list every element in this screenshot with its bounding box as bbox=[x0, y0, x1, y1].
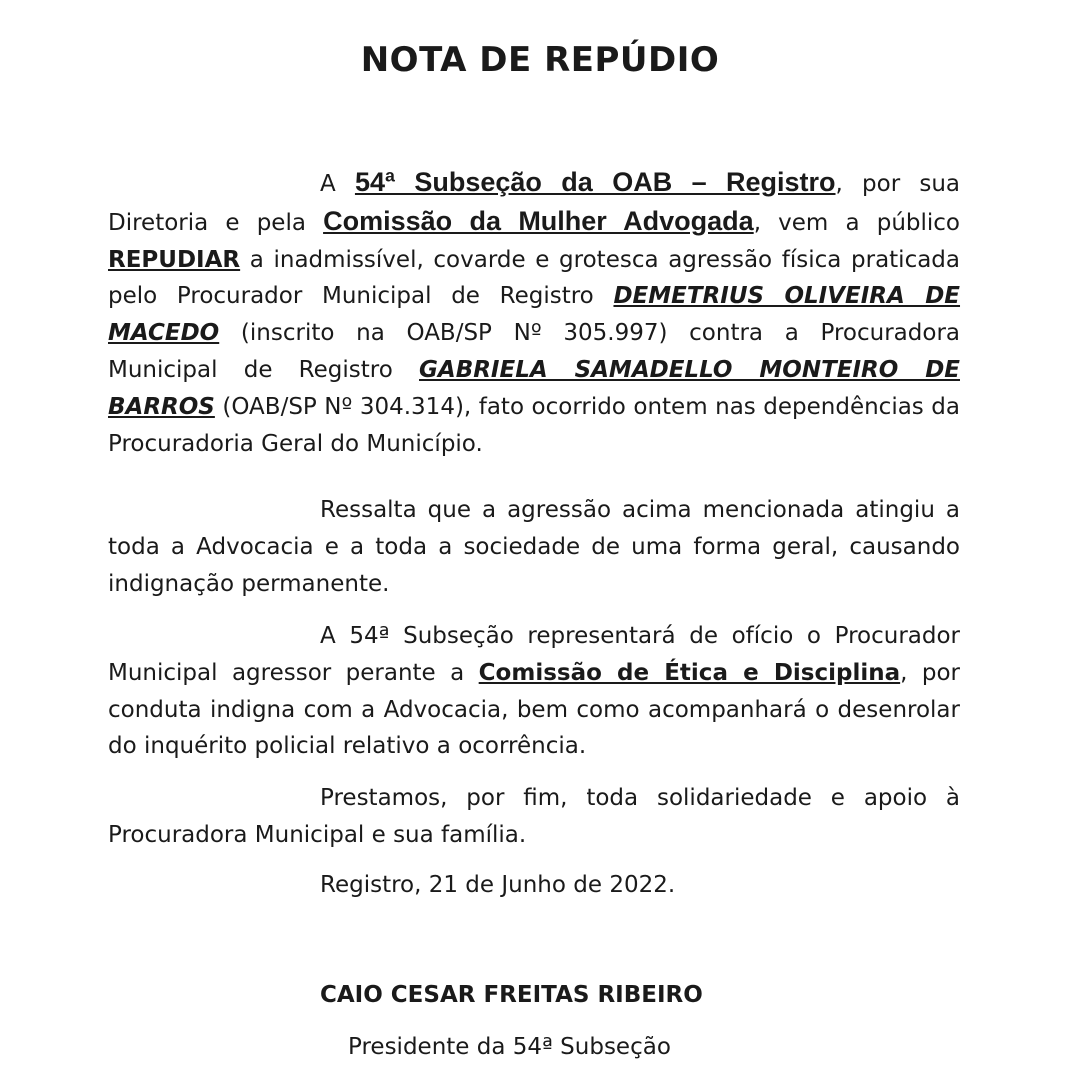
paragraph-3 bbox=[108, 618, 960, 765]
commission-name: Comissão da Mulher Advogada bbox=[323, 205, 754, 236]
paragraph-4 bbox=[108, 780, 960, 854]
p3-text-1: A 54ª Subseção representará de ofício o Procurador Municipal agressor perante a bbox=[108, 623, 960, 686]
signer-role: Presidente da 54ª Subseção bbox=[348, 1034, 671, 1060]
p1-text-3: , vem a público bbox=[753, 209, 960, 236]
p1-text-4: a inadmissível, covarde e grotesca agressão física praticada pelo Procurador Municipal de Registro bbox=[108, 246, 960, 310]
p1-text-1: A bbox=[320, 171, 355, 197]
signer-name: CAIO CESAR FREITAS RIBEIRO bbox=[320, 982, 703, 1008]
p4-text: Prestamos, por fim, toda solidariedade e apoio à Procuradora Municipal e sua família. bbox=[108, 785, 960, 848]
ethics-commission: Comissão de Ética e Disciplina bbox=[478, 659, 901, 686]
p3-text-2: , por conduta indigna com a Advocacia, bem como acompanhará o desenrolar do inquérito policial relativo a ocorrência. bbox=[108, 659, 961, 760]
paragraph-2 bbox=[108, 492, 960, 602]
p1-text-5: (inscrito na OAB/SP Nº 305.997) contra a Procuradora Municipal de Registro bbox=[108, 320, 960, 383]
page-title: NOTA DE REPÚDIO bbox=[360, 40, 720, 80]
repudiar-verb: REPUDIAR bbox=[108, 246, 241, 273]
p1-text-2: , por sua Diretoria e pela bbox=[108, 171, 961, 236]
org-name: 54ª Subseção da OAB – Registro bbox=[354, 167, 836, 197]
paragraph-1 bbox=[108, 164, 960, 462]
p1-text-6: (OAB/SP Nº 304.314), fato ocorrido ontem nas dependências da Procuradoria Geral do Município. bbox=[108, 393, 960, 457]
aggressor-name: DEMETRIUS OLIVEIRA DE MACEDO bbox=[108, 283, 961, 347]
date-line: Registro, 21 de Junho de 2022. bbox=[320, 872, 676, 898]
p2-text: Ressalta que a agressão acima mencionada atingiu a toda a Advocacia e a toda a sociedade de uma forma geral, causando indignação permanente. bbox=[108, 497, 960, 597]
victim-name: GABRIELA SAMADELLO MONTEIRO DE BARROS bbox=[108, 356, 960, 420]
